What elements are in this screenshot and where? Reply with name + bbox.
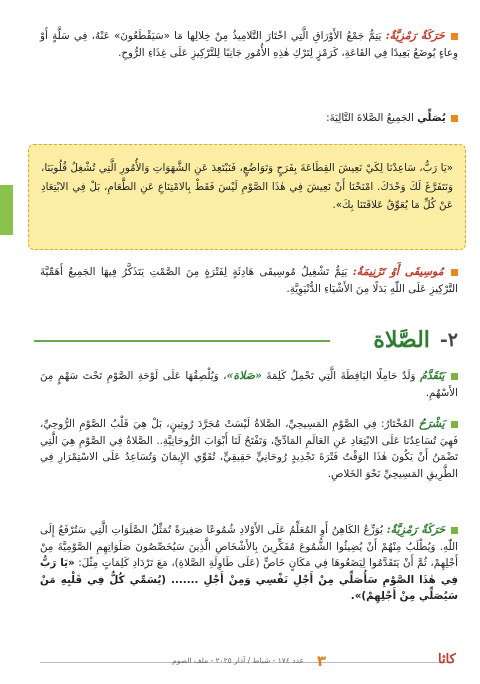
heading-divider xyxy=(34,340,330,342)
keyword-symbolic-action: حَرَكَةٌ رَمْزِيَّةٌ: xyxy=(385,29,445,42)
keyword-explains: يَشْرَحُ xyxy=(418,417,445,430)
paragraph-text: يُوَزِّعُ الكَاهِنُ أَوِ المُعَلِّمُ عَلَى الأَوْلادِ شُمُوعًا صَغِيرَةً تُمَثِّلُ الصَّلَوَاتِ الَّتِي سَتُرْفَعُ إِلَى اللّٰهِ. وَيُطْلَبُ مِنْهُمْ أَنْ يُضِيئُوا الشُّمُوعَ مُفَكِّرِينَ بِالأَشْخَاصِ الَّذِينَ سَيُخَصِّصُونَ صَلَوَاتِهِمِ الصَّوْمِيَّةَ مِنْ أَجْلِهِمْ، ثُمَّ أَنْ يَتَقَدَّمُوا لِيَضَعُوهَا فِي مَكَانٍ خَاصٍّ (عَلَى طَاوِلَةِ الصَّلاةِ)، مَعَ تَرْدَادِ كَلِمَاتٍ مِثْلَ: xyxy=(40,524,458,570)
prayer-box xyxy=(28,144,466,250)
paragraph-advance xyxy=(40,368,458,401)
keyword-advance: يَتَقَدَّمُ xyxy=(419,369,445,382)
paragraph-text: المُخْتَارُ: فِي الصَّوْمِ المَسِيحِيِّ، الصَّلاةُ لَيْسَتْ مُجَرَّدَ رُوتِينٍ، بَلْ هِيَ قَلْبُ الصَّوْمِ الرُّوحِيِّ، فَهِيَ تُسَاعِدُنَا عَلَى الابْتِعَادِ عَنِ العَالَمِ المَادِّيِّ، وَتَفْتَحُ لَنَا أَبْوَابَ الرُّوحَانِيَّةِ.. الصَّلاةُ فِي الصَّوْمِ هِيَ الَّتِي تَضْمَنُ أَنْ يَكُونَ هٰذَا الوَقْتُ فَتْرَةَ تَجْدِيدٍ رُوحَانِيٍّ حَقِيقِيٍّ، تُقَوِّي الإِيمَانَ وَتُسَاعِدُ عَلَى الاسْتِمْرَارِ فِي الطَّرِيقِ المَسِيحِيِّ نَحْوَ الخَلاصِ. xyxy=(40,418,458,480)
paragraph-prayer-intro xyxy=(40,110,458,127)
orange-bullet-icon xyxy=(451,269,458,276)
magazine-logo: كاثا xyxy=(438,652,456,667)
section-number: ٢- xyxy=(439,329,458,351)
paragraph-text: الجَمِيعُ الصَّلاةَ التَّالِيَةَ: xyxy=(326,112,418,124)
section-heading xyxy=(373,324,458,356)
orange-bullet-icon xyxy=(451,115,458,122)
keyword-music: مُوسِيقَى أَوْ تَرْنِيمَةٌ: xyxy=(352,265,444,278)
green-bullet-icon xyxy=(451,527,458,534)
green-bullet-icon xyxy=(451,373,458,380)
paragraph-symbolic-action-1 xyxy=(40,28,458,61)
keyword-symbolic-action: حَرَكَةٌ رَمْزِيَّةٌ: xyxy=(386,523,446,536)
section-title: الصَّلاة xyxy=(373,327,430,353)
paragraph-text: يَتِمُّ تَشْغِيلُ مُوسِيقَى هَادِئَةٍ لِفَتْرَةٍ مِنَ الصَّمْتِ يَتَذَكَّرُ فِيهَا الجَمِيعُ أَهَمِّيَّةَ التَّرْكِيزِ عَلَى اللّٰهِ بَدَلًا مِنَ الأَشْيَاءِ الدُّنْيَوِيَّةِ. xyxy=(40,266,458,295)
prayer-text: «يَا رَبُّ، سَاعِدْنَا لِكَيْ نَعِيشَ القِطَاعَةَ بِفَرَحٍ وَتَوَاضُعٍ، فَنَبْتَعِدَ عَنِ الشَّهَوَاتِ وَالأُمُورِ الَّتِي تُشْغِلُ قُلُوبَنَا، وَنَتَفَرَّغَ لَكَ وَحْدَكَ. امْنَحْنَا أَنْ نَعِيشَ فِي هٰذَا الصَّوْمِ لَيْسَ فَقَطْ بِالامْتِنَاعِ عَنِ الطَّعَامِ، بَلْ فِي الابْتِعَادِ عَنْ كُلِّ مَا يُعَوِّقُ عَلاقَتَنَا بِكَ». xyxy=(41,162,453,211)
paragraph-symbolic-action-2 xyxy=(40,522,458,605)
orange-bullet-icon xyxy=(451,33,458,40)
paragraph-text: وَلَدٌ حَامِلًا اليَافِطَةَ الَّتِي تَحْمِلُ كَلِمَةَ xyxy=(261,370,420,382)
keyword-prayer-word: «صَلاة» xyxy=(226,369,262,382)
paragraph-text: يَتِمُّ جَمْعُ الأَوْرَاقِ الَّتِي اخْتَارَ التَّلامِيذُ مِنْ خِلالِها مَا «سَيَقْطَعُونَ» عَنْهُ، فِي سَلَّةٍ أَوْ وِعاءٍ يُوضَعُ بَعِيدًا فِي القَاعَةِ، كَرَمْزٍ لِتَرْكِ هٰذِهِ الأُمُورِ جَانِبًا لِلتَّرْكِيزِ عَلَى غِذَاءِ الرُّوحِ. xyxy=(40,30,458,59)
footer-info: عدد ١٧٤ - شباط / آذار ٢٠٢٥ - ملف الصوم xyxy=(172,656,304,665)
paragraph-music xyxy=(40,264,458,297)
prayer-quote: «يَا رَبُّ فِي هٰذَا الصَّوْمِ سَأُصَلِّي مِنْ أَجْلِ نَفْسِي وَمِنْ أَجْلِ ....... (يُسَمِّي كُلٌّ فِي قَلْبِهِ مَنْ سَيُصَلِّي مِنْ أَجْلِهِمْ)». xyxy=(40,557,458,603)
green-side-bar xyxy=(0,185,13,235)
paragraph-explains xyxy=(40,416,458,482)
keyword-pray: يُصَلِّي xyxy=(417,112,446,124)
page-number: ٣ xyxy=(316,652,326,670)
paragraph-text: ، وَيُلْصِقُهَا عَلَى لَوْحَةِ الصَّوْمِ تَحْتَ سَهْمٍ مِنَ الأَسْهُمِ. xyxy=(40,370,458,399)
green-bullet-icon xyxy=(451,421,458,428)
